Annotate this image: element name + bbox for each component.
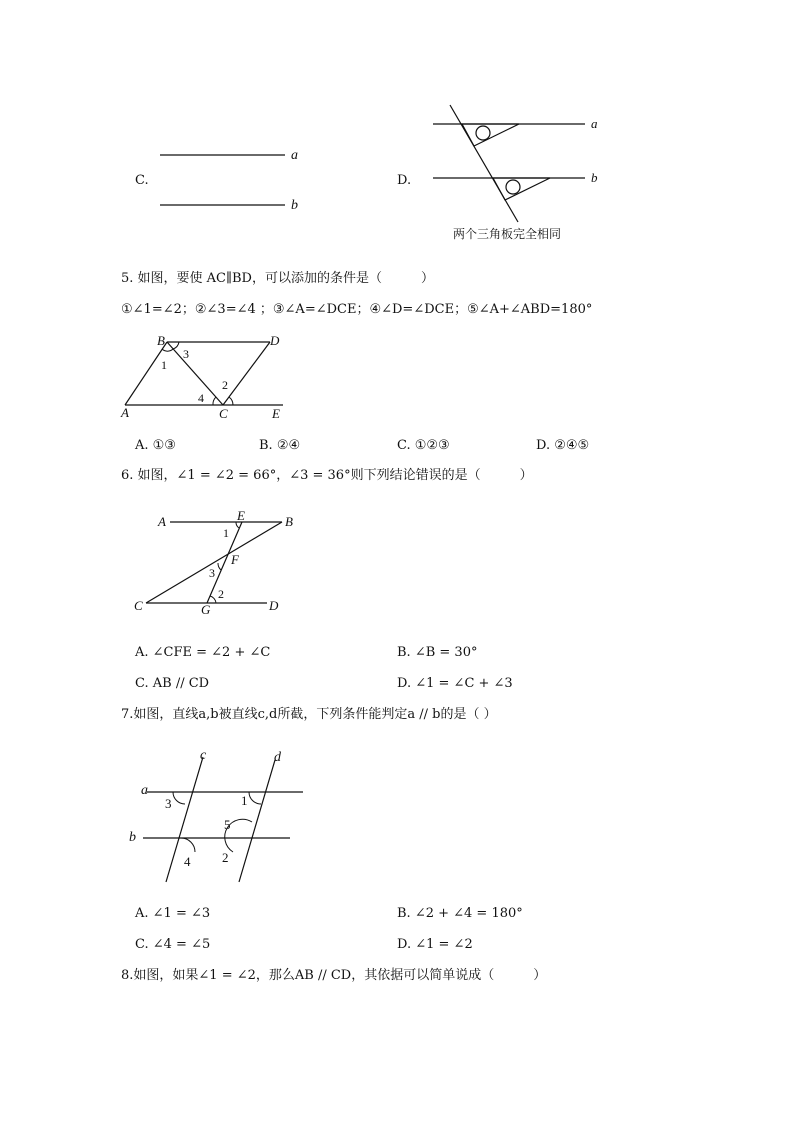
q5-option-b[interactable]: B. ②④	[259, 438, 301, 453]
q4-option-c-label: C.	[135, 173, 149, 188]
set-square-2	[493, 178, 550, 200]
q7-option-d[interactable]: D. ∠1 = ∠2	[397, 937, 473, 952]
angle-1: 1	[241, 793, 248, 808]
label-A: A	[121, 405, 129, 420]
label-G: G	[201, 602, 211, 617]
q6-option-a[interactable]: A. ∠CFE = ∠2 + ∠C	[135, 645, 271, 660]
q6-option-d[interactable]: D. ∠1 = ∠C + ∠3	[397, 676, 513, 691]
label-b: b	[591, 170, 598, 185]
angle-2: 2	[222, 850, 229, 865]
q5-option-a[interactable]: A. ①③	[135, 438, 176, 453]
q7-stem: 7.如图，直线a,b被直线c,d所截，下列条件能判定a // b的是（ ）	[121, 707, 497, 722]
set-square-1	[462, 124, 519, 146]
q7-option-b[interactable]: B. ∠2 + ∠4 = 180°	[397, 906, 523, 921]
q7-figure	[125, 745, 315, 885]
q6-option-b[interactable]: B. ∠B = 30°	[397, 645, 478, 660]
label-E: E	[272, 406, 280, 421]
label-B: B	[285, 514, 293, 529]
q5-conditions: ①∠1=∠2；②∠3=∠4 ；③∠A=∠DCE；④∠D=∠DCE；⑤∠A+∠ABD=180°	[121, 302, 593, 317]
transversal	[450, 105, 518, 222]
label-d: d	[274, 750, 281, 765]
q5-figure	[115, 330, 300, 425]
q6-figure	[130, 508, 310, 620]
angle-1: 1	[223, 526, 229, 540]
set-square-hole-2	[506, 180, 520, 194]
angle-2: 2	[222, 378, 228, 392]
angle-5: 5	[224, 817, 231, 832]
label-E: E	[237, 508, 245, 523]
angle-2: 2	[218, 587, 224, 601]
label-D: D	[270, 333, 280, 348]
angle-4: 4	[198, 391, 204, 405]
angle-1: 1	[161, 358, 167, 372]
q5-option-d[interactable]: D. ②④⑤	[536, 438, 590, 453]
label-A: A	[158, 514, 166, 529]
label-a: a	[291, 148, 298, 163]
label-b: b	[291, 198, 298, 213]
q6-option-c[interactable]: C. AB // CD	[135, 676, 210, 691]
q8-stem: 8.如图，如果∠1 = ∠2，那么AB // CD，其依据可以简单说成（ ）	[121, 968, 547, 983]
label-D: D	[269, 598, 279, 613]
label-b: b	[129, 830, 136, 845]
label-B: B	[157, 333, 165, 348]
set-square-hole-1	[476, 126, 490, 140]
q4-option-d-label: D.	[397, 173, 412, 188]
angle-4: 4	[184, 854, 191, 869]
angle-3: 3	[209, 566, 215, 580]
label-c: c	[200, 748, 207, 763]
label-a: a	[591, 116, 598, 131]
q4-figure-c	[150, 140, 320, 220]
label-C: C	[134, 598, 143, 613]
q5-stem: 5. 如图，要使 AC∥BD，可以添加的条件是（ ）	[121, 271, 434, 286]
label-C: C	[219, 406, 228, 421]
q4-figure-d	[425, 100, 625, 245]
q7-option-a[interactable]: A. ∠1 = ∠3	[135, 906, 211, 921]
label-F: F	[231, 552, 239, 567]
label-a: a	[141, 783, 148, 798]
q7-option-c[interactable]: C. ∠4 = ∠5	[135, 937, 211, 952]
angle-3: 3	[165, 796, 172, 811]
angle-3: 3	[183, 347, 189, 361]
q5-option-c[interactable]: C. ①②③	[397, 438, 450, 453]
figure-caption: 两个三角板完全相同	[453, 227, 562, 241]
q6-stem: 6. 如图，∠1 = ∠2 = 66°，∠3 = 36°则下列结论错误的是（ ）	[121, 468, 533, 483]
